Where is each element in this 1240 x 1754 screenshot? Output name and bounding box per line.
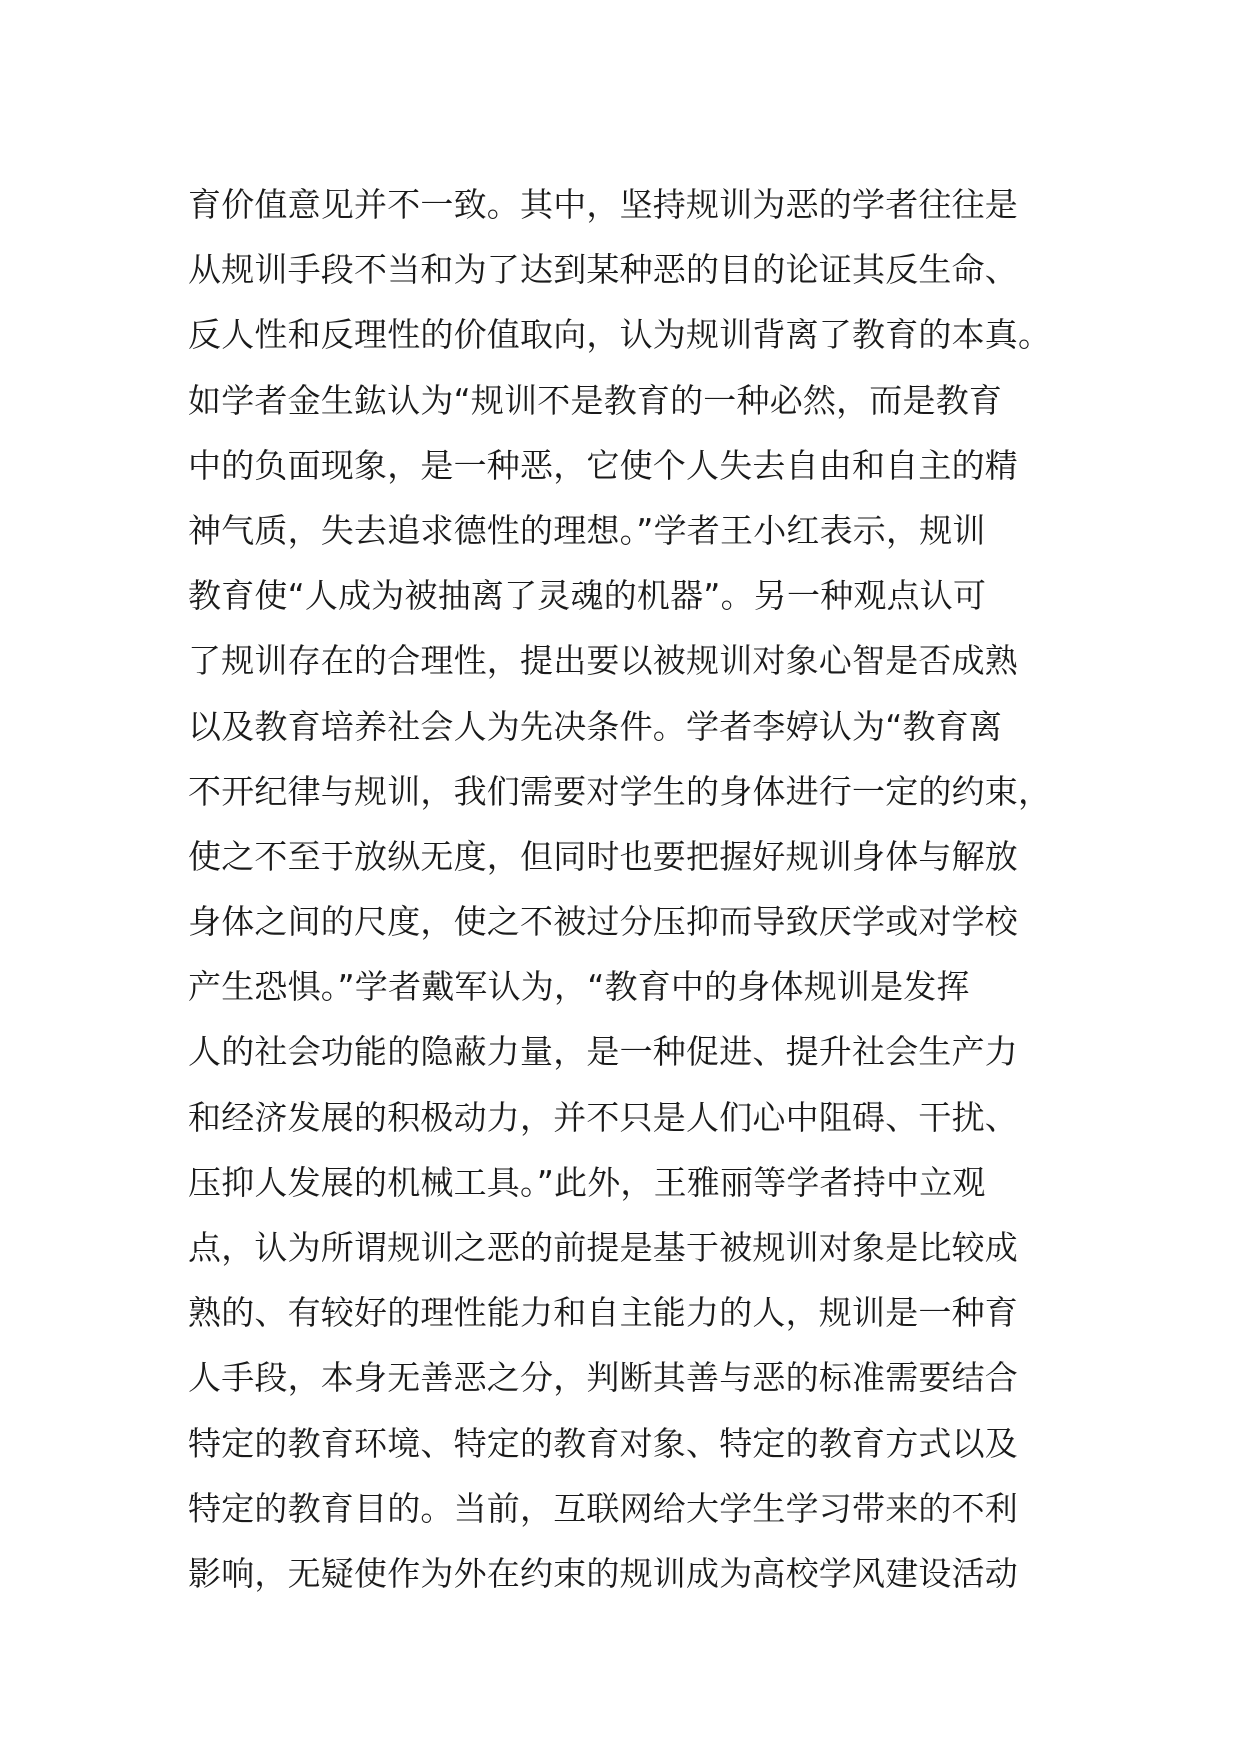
text-line: 压抑人发展的机械工具。”此外，王雅丽等学者持中立观 xyxy=(188,1162,986,1202)
text-line: 和经济发展的积极动力，并不只是人们心中阻碍、干扰、 xyxy=(188,1097,1018,1137)
text-line: 以及教育培养社会人为先决条件。学者李婷认为“教育离 xyxy=(188,706,1003,746)
text-line: 人手段，本身无善恶之分，判断其善与恶的标准需要结合 xyxy=(188,1358,1018,1398)
text-line: 特定的教育环境、特定的教育对象、特定的教育方式以及 xyxy=(188,1423,1018,1463)
text-line: 产生恐惧。”学者戴军认为，“教育中的身体规训是发挥 xyxy=(188,967,970,1007)
text-line: 育价值意见并不一致。其中，坚持规训为恶的学者往往是 xyxy=(188,185,1018,224)
body-paragraph xyxy=(188,172,1068,1606)
text-line: 人的社会功能的隐蔽力量，是一种促进、提升社会生产力 xyxy=(188,1032,1018,1072)
text-line: 特定的教育目的。当前，互联网给大学生学习带来的不利 xyxy=(188,1488,1018,1528)
text-line: 影响，无疑使作为外在约束的规训成为高校学风建设活动 xyxy=(188,1553,1018,1593)
text-line: 中的负面现象，是一种恶，它使个人失去自由和自主的精 xyxy=(188,445,1018,485)
text-line: 点，认为所谓规训之恶的前提是基于被规训对象是比较成 xyxy=(188,1228,1018,1267)
text-line: 反人性和反理性的价值取向，认为规训背离了教育的本真。 xyxy=(188,315,1052,355)
text-line: 使之不至于放纵无度，但同时也要把握好规训身体与解放 xyxy=(188,836,1018,876)
text-line: 熟的、有较好的理性能力和自主能力的人，规训是一种育 xyxy=(188,1293,1018,1333)
text-line: 身体之间的尺度，使之不被过分压抑而导致厌学或对学校 xyxy=(188,902,1018,942)
text-line: 如学者金生鈜认为“规训不是教育的一种必然，而是教育 xyxy=(188,380,1003,420)
text-line: 从规训手段不当和为了达到某种恶的目的论证其反生命、 xyxy=(188,250,1018,290)
text-line: 不开纪律与规训，我们需要对学生的身体进行一定的约束， xyxy=(188,771,1052,811)
text-line: 了规训存在的合理性，提出要以被规训对象心智是否成熟 xyxy=(188,641,1018,681)
text-line: 教育使“人成为被抽离了灵魂的机器”。另一种观点认可 xyxy=(188,576,987,616)
text-line: 神气质，失去追求德性的理想。”学者王小红表示，规训 xyxy=(188,510,986,550)
